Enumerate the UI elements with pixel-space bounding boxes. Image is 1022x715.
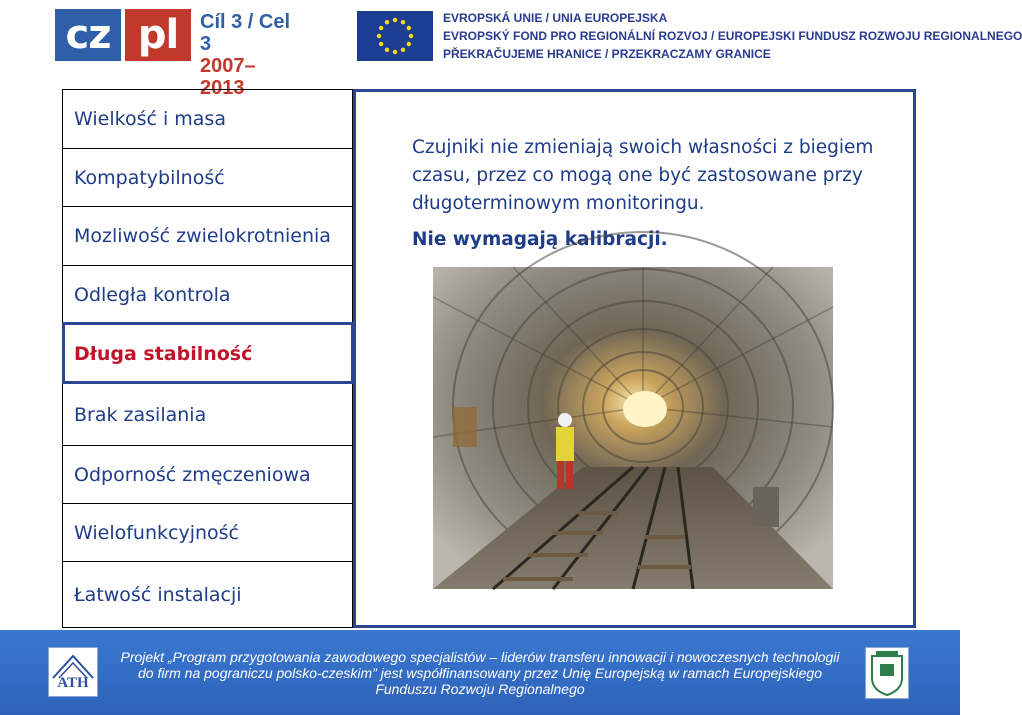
program-target-label <box>200 11 300 99</box>
content-line-3: długoterminowym monitoringu. <box>412 193 705 214</box>
eu-star <box>401 48 405 52</box>
menu-item-label: Wielofunkcyjność <box>74 521 239 544</box>
menu-item-label: Długa stabilność <box>74 342 253 365</box>
menu-item-long-stability[interactable] <box>63 323 353 383</box>
menu-item-label: Brak zasilania <box>74 403 207 426</box>
feature-menu <box>62 89 353 628</box>
menu-item-no-power[interactable] <box>63 383 353 445</box>
eu-flag-icon <box>357 11 433 61</box>
program-years: 2007–2013 <box>200 55 256 99</box>
eu-star <box>407 42 411 46</box>
crest-shield-icon <box>866 648 908 698</box>
footer-line-3: Funduszu Rozwoju Regionalnego <box>375 681 585 697</box>
menu-item-label: Odległa kontrola <box>74 283 231 306</box>
eu-line-3: PŘEKRAČUJEME HRANICE / PRZEKRACZAMY GRANICE <box>443 47 771 61</box>
eu-line-2: EVROPSKÝ FOND PRO REGIONÁLNÍ ROZVOJ / EUROPEJSKI FUNDUSZ ROZWOJU REGIONALNEGO <box>443 29 1022 43</box>
content-description <box>412 134 902 218</box>
eu-funding-text <box>443 9 1022 63</box>
menu-item-label: Mozliwość zwielokrotnienia <box>74 225 331 247</box>
logo-cz-box: cz <box>55 9 121 61</box>
czpl-logo <box>55 9 195 61</box>
menu-item-fatigue-resistance[interactable] <box>63 445 353 503</box>
logo-pl-box: pl <box>125 9 191 61</box>
university-crest-icon <box>865 647 909 699</box>
menu-item-label: Łatwość instalacji <box>74 583 242 606</box>
menu-item-label: Wielkość i masa <box>74 108 226 130</box>
tunnel-illustration <box>433 267 833 589</box>
program-target-line1: Cíl 3 / Cel 3 <box>200 11 291 55</box>
eu-star <box>377 34 381 38</box>
footer-project-text <box>120 649 840 697</box>
ath-logo-text: ATH <box>57 675 89 691</box>
content-line-2: czasu, przez co mogą one być zastosowane przy <box>412 165 863 186</box>
footer-line-2: do firm na pograniczu polsko-czeskim” jest współfinansowany przez Unię Europejską w ramach Europejskiego <box>138 665 822 681</box>
header <box>0 0 1022 99</box>
content-emphasis: Nie wymagają kalibracji. <box>412 229 668 250</box>
footer <box>0 630 960 715</box>
eu-star <box>393 50 397 54</box>
content-line-1: Czujniki nie zmieniają swoich własności z biegiem <box>412 137 874 158</box>
menu-item-label: Kompatybilność <box>74 166 225 189</box>
eu-line-1: EVROPSKÁ UNIE / UNIA EUROPEJSKA <box>443 11 668 25</box>
footer-line-1: Projekt „Program przygotowania zawodowego specjalistów – liderów transferu innowacji i nowoczesnych technologii <box>120 649 840 665</box>
content-panel <box>353 89 916 628</box>
eu-star <box>379 42 383 46</box>
menu-item-multiplexing[interactable] <box>63 206 353 265</box>
ath-logo <box>48 647 98 697</box>
eu-star <box>401 20 405 24</box>
eu-star <box>385 48 389 52</box>
eu-flag-stars <box>357 11 433 61</box>
menu-item-size-mass[interactable] <box>63 89 353 148</box>
menu-item-label: Odporność zmęczeniowa <box>74 463 311 486</box>
menu-item-multifunctionality[interactable] <box>63 503 353 561</box>
eu-star <box>393 18 397 22</box>
tunnel-photo <box>433 267 833 589</box>
menu-item-easy-installation[interactable] <box>63 561 353 627</box>
eu-star <box>379 26 383 30</box>
menu-item-remote-control[interactable] <box>63 265 353 323</box>
eu-star <box>385 20 389 24</box>
eu-star <box>409 34 413 38</box>
menu-item-compatibility[interactable] <box>63 148 353 206</box>
eu-star <box>407 26 411 30</box>
